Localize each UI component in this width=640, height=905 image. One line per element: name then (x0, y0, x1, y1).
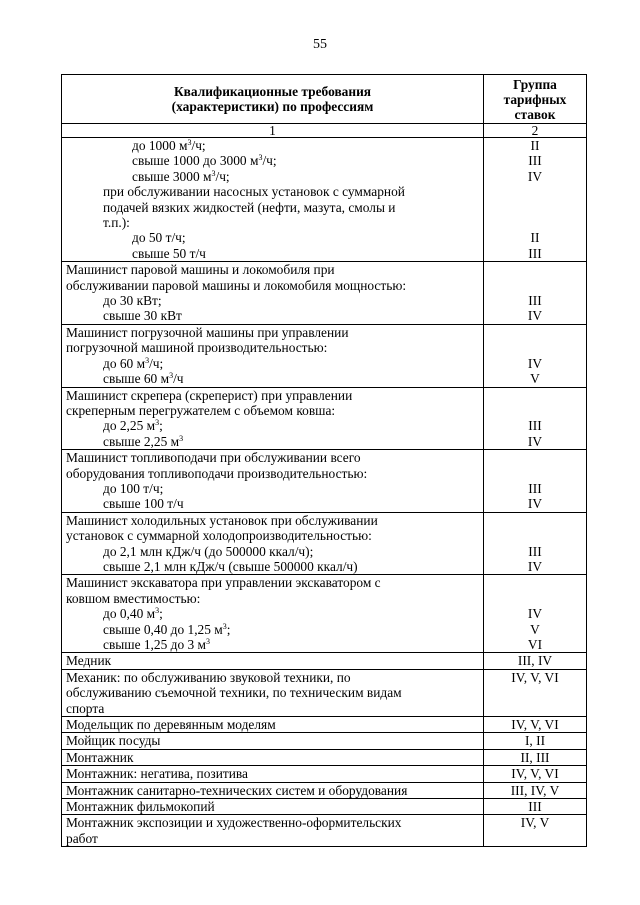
requirement-text-tail: /ч (173, 371, 184, 387)
requirement-text: обслуживании паровой машины и локомобиля мощностью: (66, 277, 407, 293)
table-row (62, 138, 587, 262)
requirement-line (66, 637, 479, 652)
requirement-text: спорта (66, 700, 105, 716)
requirement-line (66, 403, 479, 418)
tariff-group-cell (484, 717, 587, 733)
tariff-group-value: III (528, 245, 542, 261)
requirement-line (66, 230, 479, 245)
requirement-text: до 0,40 м (103, 606, 156, 622)
requirement-line (66, 308, 479, 323)
requirement-line (66, 544, 479, 559)
requirement-text: до 2,25 м (103, 418, 156, 434)
requirement-line (66, 184, 479, 199)
requirement-text: Монтажник фильмокопий (66, 799, 215, 815)
unit-superscript: 3 (206, 637, 211, 646)
tariff-group-value (488, 528, 582, 543)
requirement-line (66, 481, 479, 496)
requirement-text: Механик: по обслуживанию звуковой техники, по (66, 669, 351, 685)
requirement-cell (62, 262, 484, 325)
tariff-group-value: III (528, 480, 542, 496)
tariff-group-value (488, 466, 582, 481)
header-requirements-line: (характеристики) по профессиям (171, 99, 374, 114)
requirement-text: оборудования топливоподачи производительностью: (66, 465, 368, 481)
requirement-cell (62, 450, 484, 513)
unit-superscript: 3 (187, 138, 192, 147)
requirement-text-tail: /ч; (215, 168, 230, 184)
column-number-2: 2 (484, 124, 587, 138)
requirement-text: до 50 т/ч; (132, 230, 186, 246)
tariff-group-value (488, 278, 582, 293)
requirement-text: погрузочной машиной производительностью: (66, 340, 328, 356)
tariff-group-value: II (530, 230, 540, 246)
requirement-line (66, 528, 479, 543)
requirement-line (66, 733, 479, 748)
tariff-group-value: III (528, 153, 542, 169)
tariff-group-value (488, 575, 582, 590)
requirement-line (66, 559, 479, 574)
table-row (62, 749, 587, 765)
tariff-group-cell (484, 815, 587, 847)
tariff-group-cell (484, 512, 587, 575)
requirement-text: свыше 3000 м (132, 168, 212, 184)
tariff-group-value (488, 513, 582, 528)
table-row (62, 733, 587, 749)
tariff-group-value: VI (527, 637, 543, 652)
requirement-line (66, 701, 479, 716)
requirement-cell (62, 138, 484, 262)
table-header-row (62, 75, 587, 124)
tariff-group-value (488, 325, 582, 340)
tariff-group-value (488, 340, 582, 355)
requirement-text: Медник (66, 653, 112, 669)
requirement-cell (62, 799, 484, 815)
tariff-group-value: III, IV (517, 653, 553, 669)
requirement-text: до 2,1 млн кДж/ч (до 500000 ккал/ч); (103, 543, 314, 559)
requirement-line (66, 815, 479, 830)
requirement-line (66, 496, 479, 511)
requirement-line (66, 246, 479, 261)
requirement-text-tail: /ч; (262, 153, 277, 169)
tariff-group-value (488, 388, 582, 403)
tariff-group-value: IV, V, VI (511, 669, 559, 685)
requirement-cell (62, 733, 484, 749)
requirement-text-tail: /ч; (191, 138, 206, 153)
requirement-text: свыше 1,25 до 3 м (103, 637, 207, 652)
requirement-line (66, 783, 479, 798)
requirement-cell (62, 512, 484, 575)
requirement-line (66, 653, 479, 668)
requirement-line (66, 606, 479, 621)
requirement-line (66, 685, 479, 700)
unit-superscript: 3 (155, 418, 160, 428)
table-row (62, 450, 587, 513)
tariff-group-cell (484, 450, 587, 513)
requirement-text: до 100 т/ч; (103, 480, 164, 496)
column-number-1: 1 (62, 124, 484, 138)
table-row (62, 387, 587, 450)
requirement-cell (62, 324, 484, 387)
requirement-text: Машинист топливоподачи при обслуживании всего (66, 450, 361, 466)
requirement-cell (62, 766, 484, 782)
requirement-text: свыше 2,25 м (103, 433, 180, 449)
table-row (62, 575, 587, 653)
requirement-cell (62, 575, 484, 653)
tariff-group-value (488, 591, 582, 606)
tariff-group-value (488, 262, 582, 277)
requirement-line (66, 388, 479, 403)
requirement-line (66, 450, 479, 465)
requirement-cell (62, 717, 484, 733)
requirement-cell (62, 387, 484, 450)
table-row (62, 669, 587, 716)
requirement-line (66, 215, 479, 230)
requirement-text: свыше 50 т/ч (132, 245, 206, 261)
table-row (62, 512, 587, 575)
table-row (62, 324, 587, 387)
tariff-group-value: IV (527, 168, 543, 184)
requirement-text: до 30 кВт; (103, 293, 162, 309)
header-requirements (62, 75, 484, 124)
requirement-text-tail: ; (226, 621, 231, 637)
tariff-group-value: IV (527, 308, 543, 324)
unit-superscript: 3 (179, 433, 184, 443)
tariff-group-cell (484, 575, 587, 653)
requirement-line (66, 799, 479, 814)
requirement-line (66, 278, 479, 293)
requirement-line (66, 466, 479, 481)
requirement-text: Монтажник санитарно-технических систем и оборудования (66, 782, 408, 798)
requirement-text: Машинист скрепера (скреперист) при управлении (66, 387, 353, 403)
requirement-line (66, 340, 479, 355)
requirement-text: до 60 м (103, 355, 146, 371)
tariff-group-value: III (528, 799, 542, 815)
requirement-text: свыше 1000 до 3000 м (132, 153, 259, 169)
unit-superscript: 3 (155, 606, 160, 616)
requirement-line (66, 434, 479, 449)
tariff-group-cell (484, 799, 587, 815)
requirement-cell (62, 815, 484, 847)
unit-superscript: 3 (222, 621, 227, 631)
tariff-group-cell (484, 782, 587, 798)
header-tariff-line: тарифных (503, 91, 567, 107)
requirement-text: ковшом вместимостью: (66, 590, 201, 606)
tariff-group-cell (484, 138, 587, 262)
table-row (62, 653, 587, 669)
tariff-group-cell (484, 387, 587, 450)
requirement-line (66, 622, 479, 637)
requirement-text: подачей вязких жидкостей (нефти, мазута, смолы и (103, 199, 396, 215)
page-number: 55 (313, 37, 327, 52)
requirement-line (66, 831, 479, 846)
requirement-text: при обслуживании насосных установок с суммарной (103, 184, 405, 200)
tariff-group-value: IV (527, 606, 543, 622)
table-row (62, 262, 587, 325)
qualification-table (61, 74, 587, 847)
tariff-group-value: IV, V, VI (511, 717, 559, 733)
requirement-text: до 1000 м (132, 138, 188, 153)
requirement-text-tail: ; (159, 606, 163, 622)
header-tariff-group (484, 75, 587, 124)
requirement-cell (62, 749, 484, 765)
requirement-line (66, 200, 479, 215)
tariff-group-value: IV (527, 496, 543, 512)
unit-superscript: 3 (169, 371, 174, 381)
unit-superscript: 3 (145, 355, 150, 365)
requirement-line (66, 575, 479, 590)
requirement-line (66, 325, 479, 340)
requirement-text: установок с суммарной холодопроизводительностью: (66, 528, 372, 544)
tariff-group-value (488, 215, 582, 230)
requirement-line (66, 670, 479, 685)
tariff-group-cell (484, 749, 587, 765)
tariff-group-value: III (528, 543, 542, 559)
requirement-line (66, 371, 479, 386)
tariff-group-value (488, 200, 582, 215)
requirement-text-tail: /ч; (149, 355, 164, 371)
tariff-group-value: II, III (520, 749, 550, 765)
tariff-group-value: III (528, 418, 542, 434)
requirement-text: Машинист погрузочной машины при управлении (66, 324, 349, 340)
requirement-line (66, 750, 479, 765)
requirement-text: скреперным перегружателем с объемом ковша: (66, 402, 336, 418)
tariff-group-cell (484, 733, 587, 749)
tariff-group-cell (484, 262, 587, 325)
tariff-group-value: V (530, 371, 540, 387)
requirement-line (66, 766, 479, 781)
header-tariff-line: ставок (514, 106, 556, 122)
tariff-group-value (488, 403, 582, 418)
tariff-group-value: IV (527, 558, 543, 574)
requirement-text: свыше 2,1 млн кДж/ч (свыше 500000 ккал/ч) (103, 558, 358, 574)
requirement-text: свыше 60 м (103, 371, 170, 387)
header-tariff-line: Группа (513, 76, 557, 92)
tariff-group-value: III, IV, V (510, 782, 560, 798)
tariff-group-cell (484, 669, 587, 716)
table-row (62, 766, 587, 782)
table-row (62, 815, 587, 847)
tariff-group-cell (484, 766, 587, 782)
table-row (62, 782, 587, 798)
column-number-row (62, 124, 587, 138)
requirement-text: Машинист холодильных установок при обслуживании (66, 512, 378, 528)
requirement-text: т.п.): (103, 215, 130, 231)
requirement-text: свыше 0,40 до 1,25 м (103, 621, 223, 637)
requirement-text: Машинист экскаватора при управлении экскаватором с (66, 575, 381, 591)
requirement-line (66, 293, 479, 308)
requirement-cell (62, 782, 484, 798)
unit-superscript: 3 (258, 153, 263, 163)
table-row (62, 717, 587, 733)
requirement-text: обслуживанию съемочной техники, по техническим видам (66, 685, 402, 701)
requirement-cell (62, 653, 484, 669)
requirement-line (66, 138, 479, 153)
requirement-line (66, 153, 479, 168)
requirement-cell (62, 669, 484, 716)
requirement-text: работ (66, 830, 98, 846)
header-requirements-line: Квалификационные требования (173, 84, 372, 99)
requirement-line (66, 591, 479, 606)
requirement-text: Монтажник экспозиции и художественно-оформительских (66, 815, 402, 831)
requirement-line (66, 356, 479, 371)
tariff-group-value: IV (527, 355, 543, 371)
requirement-text: Модельщик по деревянным моделям (66, 717, 276, 733)
requirement-text: Мойщик посуды (66, 733, 161, 749)
tariff-group-value: IV (527, 433, 543, 449)
requirement-text: свыше 100 т/ч (103, 496, 184, 512)
tariff-group-cell (484, 653, 587, 669)
requirement-line (66, 262, 479, 277)
tariff-group-value: IV, V, VI (511, 766, 559, 782)
tariff-group-value: IV, V (520, 815, 550, 831)
requirement-text-tail: ; (159, 418, 163, 434)
tariff-group-value: III (528, 293, 542, 309)
requirement-text: Машинист паровой машины и локомобиля при (66, 262, 335, 278)
requirement-text: свыше 30 кВт (103, 308, 182, 324)
requirement-text: Монтажник (66, 749, 134, 765)
tariff-group-cell (484, 324, 587, 387)
requirement-line (66, 418, 479, 433)
requirement-line (66, 169, 479, 184)
tariff-group-value (488, 450, 582, 465)
tariff-group-value (488, 184, 582, 199)
requirement-line (66, 717, 479, 732)
requirement-line (66, 513, 479, 528)
table-row (62, 799, 587, 815)
unit-superscript: 3 (211, 168, 216, 178)
tariff-group-value: V (530, 621, 540, 637)
requirement-text: Монтажник: негатива, позитива (66, 766, 248, 782)
tariff-group-value: I, II (524, 733, 546, 749)
tariff-group-value: II (530, 138, 540, 153)
